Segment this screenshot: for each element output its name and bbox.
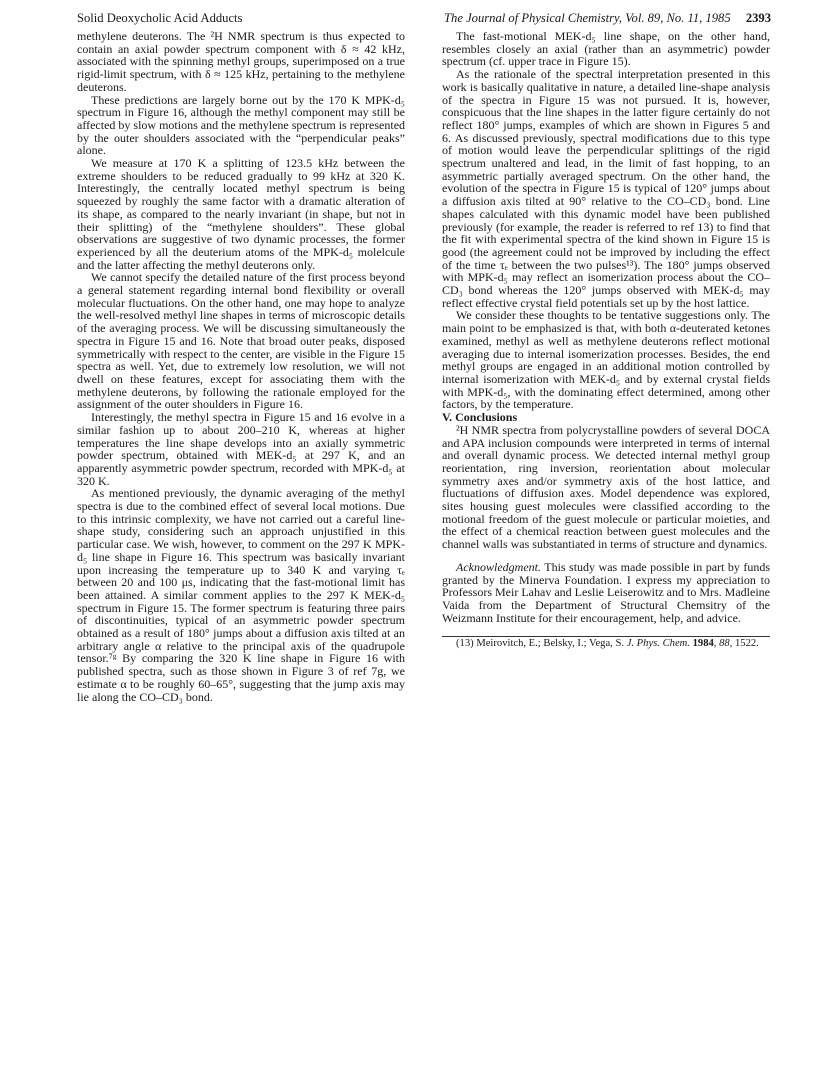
footnote: (13) Meirovitch, E.; Belsky, I.; Vega, S. J. Phys. Chem. 1984, 88, 1522. (456, 638, 759, 650)
conclusions-paragraph: ²H NMR spectra from polycrystalline powders of several DOCA and APA inclusion compounds were interpreted in terms of internal and overall dynamic process. We detected internal methyl group reorientation, ring inversion, reorientation about molecular symmetry axes and/or symmetry axis of the host lattice, and fluctuations of diffusion axes. Model dependence was explored, sites housing guest molecules were classified according to the motional freedom of the guest molecule or particular moieties, and the effect of a chemical reaction between guest molecules and the channel walls was substantiated in terms of structure and dynamics. (442, 422, 770, 552)
paragraph: These predictions are largely borne out by the 170 K MPK-d₅ spectrum in Figure 16, although the methyl component may still be affected by slow motions and the methylene spectrum is represented by the outer shoulders associated with the “perpendicular peaks” alone. (77, 92, 406, 158)
page-number: 2393 (745, 11, 771, 25)
acknowledgment-paragraph (442, 561, 770, 625)
left-column (77, 30, 405, 703)
paragraph: methylene deuterons. The ²H NMR spectrum is thus expected to contain an axial powder spectrum component with δ ≈ 42 kHz, associated with the spinning methyl groups, superimposed on a true rigid-limit spectrum, with δ ≈ 125 kHz, pertaining to the methylene deuterons. (77, 29, 405, 94)
journal-name: The Journal of Physical Chemistry, Vol. 89, No. 11, 1985 (444, 11, 731, 25)
paragraph: As the rationale of the spectral interpretation presented in this work is basically qualitative in nature, a detailed line-shape analysis of the spectra in Figure 15 was not pursued. It is, however, conspicuous that the line shapes in the latter figure certainly do not reflect 180° jumps, examples of which are shown in Figures 5 and 6. As discussed previously, spectral modifications due to this type of motion would leave the perpendicular splittings of the rigid spectrum unaltered and lead, in the limit of fast hopping, to an asymmetric partially averaged spectrum. On the other hand, the evolution of the spectra in Figure 15 is typical of 120° jumps about a diffusion axis tilted at 90° relative to the CO–CD₃ bond. Line shapes calculated with this dynamic model have been published previously (for example, the reader is referred to ref 13) to find that the fit with experimental spectra of the kind shown in Figure 15 is good (the agreement could not be improved by including the effect of the time τₑ between the two pulses¹³). The 180° jumps observed with MPK-d₅ may reflect an isomerization process about the CO–CD₃ bond whereas the 120° jumps observed with MEK-d₅ may reflect effective crystal field potentials set up by the host lattice. (442, 67, 770, 310)
footnote-year: 1984 (692, 638, 714, 650)
paragraph: We cannot specify the detailed nature of the first process beyond a general statement regarding internal bond flexibility or overall molecular fluctuations. On the other hand, one may hope to analyze the well-resolved methyl line shapes in terms of microscopic details of the averaging process. We will be discussing simultaneously the spectra in Figure 15 and 16. Note that broad outer peaks, disposed symmetrically with respect to the center, are visible in the Figure 15 spectra as well. Yet, due to extremely low resolution, we will not dwell on these features, except for associating them with the methylene deuterons, by following the rationale employed for the assignment of the outer shoulders in Figure 16. (77, 270, 405, 412)
right-column (442, 30, 770, 650)
footnote-journal: J. Phys. Chem. (626, 638, 690, 650)
footnote-authors: Meirovitch, E.; Belsky, I.; Vega, S. (476, 638, 625, 650)
paragraph: Interestingly, the methyl spectra in Figure 15 and 16 evolve in a similar fashion up to about 200–210 K, whereas at higher temperatures the line shape develops into an axially symmetric powder spectrum, obtained with MEK-d₅ at 297 K, and an apparently asymmetric powder spectrum, recorded with MPK-d₅ at 320 K. (77, 410, 405, 488)
running-header (77, 8, 771, 28)
footnote-volume: 88 (719, 638, 730, 650)
journal-citation (444, 8, 771, 28)
acknowledgment-text: This study was made possible in part by funds granted by the Minerva Foundation. I express my appreciation to Professors Meir Lahav and Leslie Leiserowitz and to Mrs. Madleine Vaida from the Department of Structural Chemsitry of the Weizmann Institute for their encouragement, help, and advice. (442, 559, 770, 625)
running-title: Solid Deoxycholic Acid Adducts (77, 11, 243, 25)
paragraph: The fast-motional MEK-d₅ line shape, on the other hand, resembles closely an axial (rather than an asymmetric) powder spectrum (cf. upper trace in Figure 15). (442, 29, 770, 69)
footnote-number: (13) (456, 638, 474, 650)
paragraph: We measure at 170 K a splitting of 123.5 kHz between the extreme shoulders to be reduced gradually to 99 kHz at 320 K. Interestingly, the centrally located methyl spectrum is being squeezed by roughly the same factor with a dramatic alteration of its shape, as compared to the nearly invariant (in shape, but not in their splitting) of the “methylene shoulders”. These global observations are suggestive of two dynamic processes, the former experienced by all the deuterium atoms of the MPK-d₅ molelcule and the latter affecting the methyl deuterons only. (77, 156, 405, 272)
section-heading: V. Conclusions (442, 410, 518, 425)
paragraph: We consider these thoughts to be tentative suggestions only. The main point to be emphasized is that, with both α-deuterated ketones examined, methyl as well as methylene deuterons reflect motional averaging due to internal isomerization processes. Besides, the end methyl groups are engaged in an additional motion controlled by internal isomerization with MEK-d₅ and by external crystal fields with MPK-d₅, with the dominating effect determined, among other factors, by the temperature. (442, 308, 770, 412)
acknowledgment-label: Acknowledgment. (456, 559, 541, 574)
footnote-pages: 1522. (734, 638, 759, 650)
paragraph: As mentioned previously, the dynamic averaging of the methyl spectra is due to the combined effect of several local motions. Due to this intrinsic complexity, we have not carried out a careful line-shape study, considering such an approach unjustified in this particular case. We wish, however, to comment on the 297 K MPK-d₅ line shape in Figure 16. This spectrum was basically invariant upon increasing the temperature up to 340 K and varying τₑ between 20 and 100 μs, indicating that the fast-motional limit has been attained. A similar comment applies to the 297 K MEK-d₅ spectrum in Figure 15. The former spectrum is featuring three pairs of discontinuities, typical of an asymmetric powder spectrum obtained as a result of 180° jumps about a diffusion axis tilted at an arbitrary angle α relative to the principal axis of the quadrupole tensor.⁷ᵍ By comparing the 320 K line shape in Figure 16 with published spectra, such as those shown in Figure 3 of ref 7g, we estimate α to be roughly 60–65°, suggesting that the jump axis may lie along the CO–CD₃ bond. (77, 486, 405, 704)
